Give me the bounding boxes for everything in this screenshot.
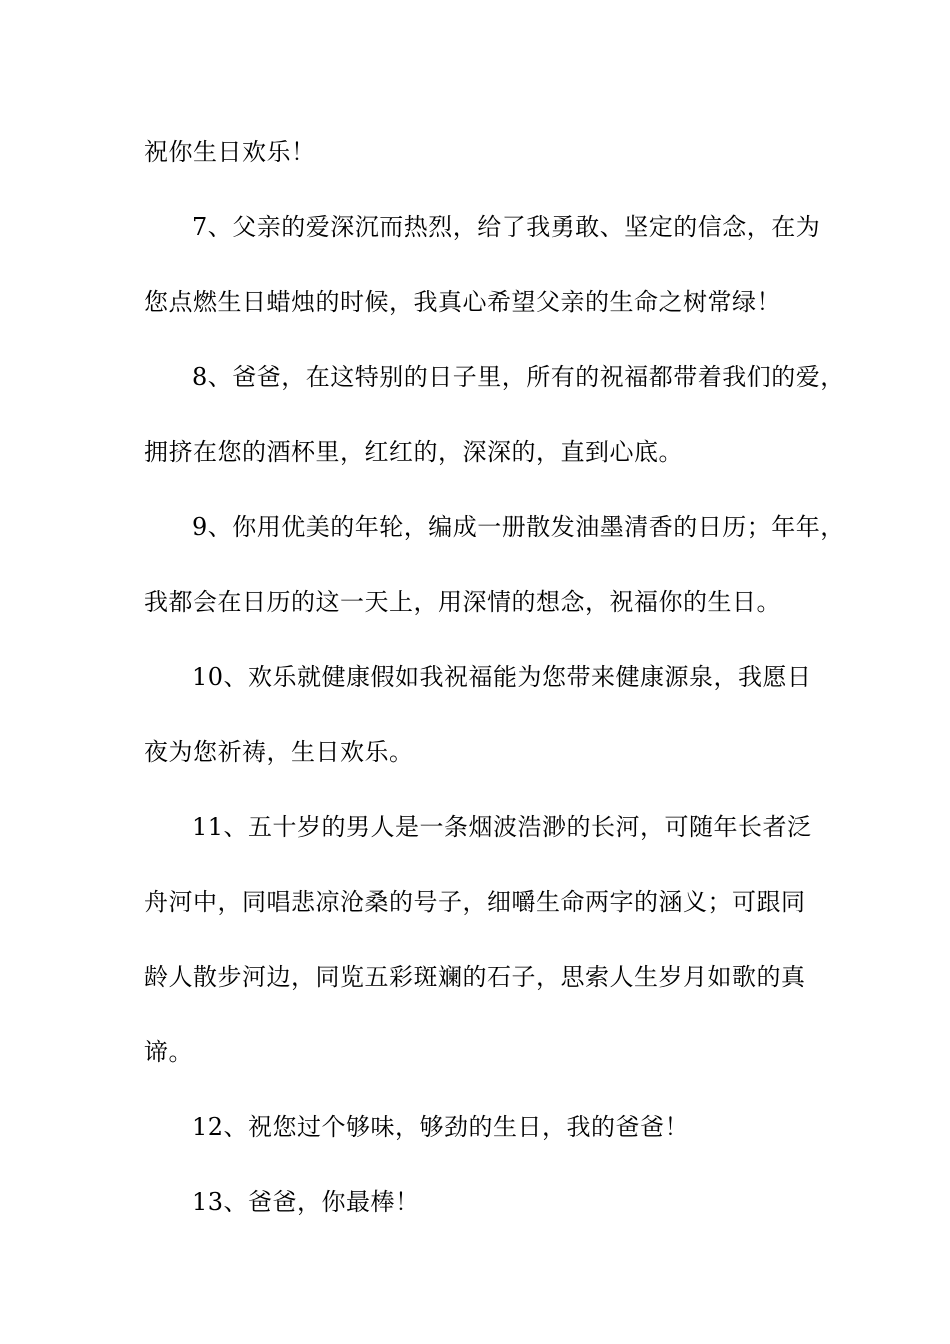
text-line: 祝你生日欢乐！ <box>144 138 316 166</box>
text-line: 龄人散步河边，同览五彩斑斓的石子，思索人生岁月如歌的真 <box>144 963 806 991</box>
text-line: 夜为您祈祷，生日欢乐。 <box>144 738 414 766</box>
text-line: 8、爸爸，在这特别的日子里，所有的祝福都带着我们的爱， <box>192 363 845 391</box>
text-line: 谛。 <box>144 1038 193 1066</box>
text-line: 我都会在日历的这一天上，用深情的想念，祝福你的生日。 <box>144 588 781 616</box>
text-line: 10、欢乐就健康假如我祝福能为您带来健康源泉，我愿日 <box>192 663 812 691</box>
text-line: 13、爸爸，你最棒！ <box>192 1188 420 1216</box>
text-line: 您点燃生日蜡烛的时候，我真心希望父亲的生命之树常绿！ <box>144 288 781 316</box>
text-line: 9、你用优美的年轮，编成一册散发油墨清香的日历；年年， <box>192 513 845 541</box>
text-line: 拥挤在您的酒杯里，红红的，深深的，直到心底。 <box>144 438 683 466</box>
text-line: 12、祝您过个够味，够劲的生日，我的爸爸！ <box>192 1113 690 1141</box>
text-line: 11、五十岁的男人是一条烟波浩渺的长河，可随年长者泛 <box>192 813 812 841</box>
text-line: 7、父亲的爱深沉而热烈，给了我勇敢、坚定的信念，在为 <box>192 213 821 241</box>
text-line: 舟河中，同唱悲凉沧桑的号子，细嚼生命两字的涵义；可跟同 <box>144 888 806 916</box>
